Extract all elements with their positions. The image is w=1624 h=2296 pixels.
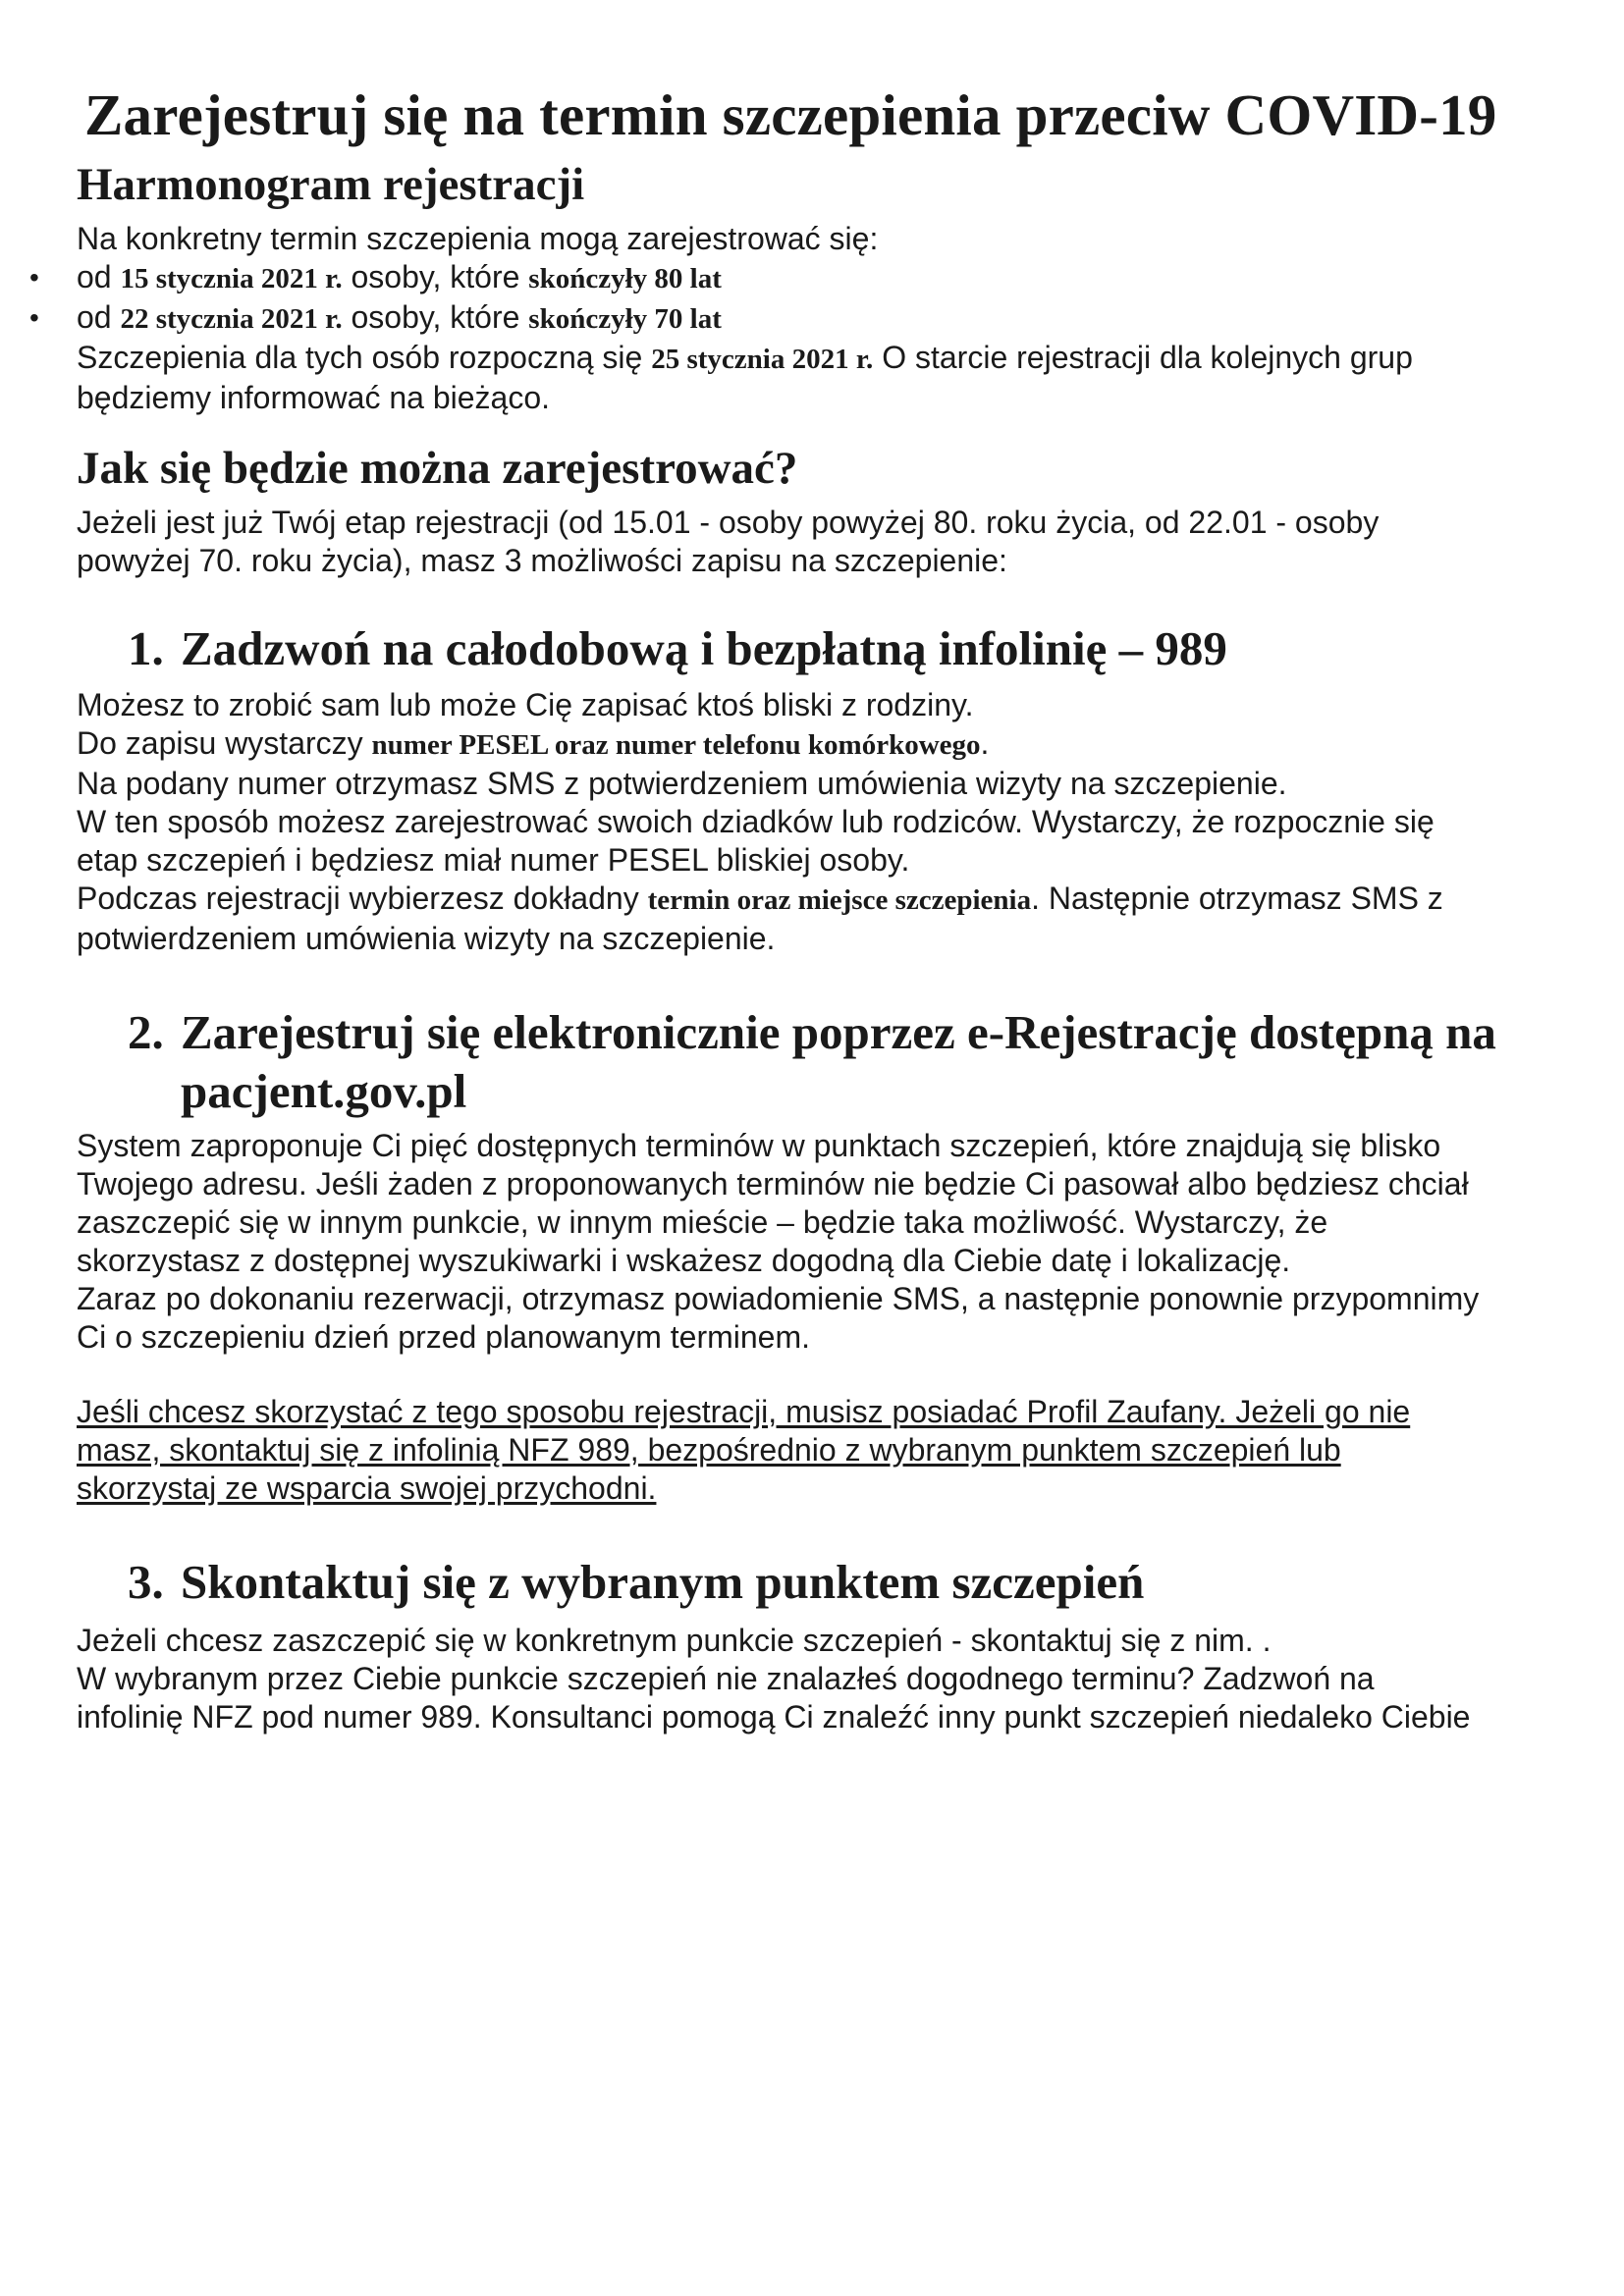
how-to-register-heading: Jak się będzie można zarejestrować?	[77, 443, 798, 494]
required-data: numer PESEL oraz numer telefonu komórkowego	[371, 729, 981, 761]
age-group: skończyły 70 lat	[528, 303, 722, 335]
registration-date: 22 stycznia 2021 r.	[120, 303, 343, 335]
option-2-heading: 2. Zarejestruj się elektronicznie poprzez e-Rejestrację dostępną na pacjent.gov.pl	[128, 1003, 1559, 1121]
registration-date: 15 stycznia 2021 r.	[120, 263, 343, 294]
date-and-place: termin oraz miejsce szczepienia	[647, 884, 1032, 916]
profil-zaufany-note: Jeśli chcesz skorzystać z tego sposobu rejestracji, musisz posiadać Profil Zaufany. Jeżeli go nie masz, skontaktuj się z infolinią NFZ 989, bezpośrednio z wybranym punktem szczepień lub skorzystaj ze wsparcia swojej przychodni.	[77, 1394, 1411, 1506]
harmonogram-section: Na konkretny termin szczepienia mogą zarejestrować się: • od 15 stycznia 2021 r. osoby, które skończyły 80 lat • od 22 stycznia 2021 r. osoby, które skończyły 70 lat Szczepienia dla tych osób rozpoczną się 25 stycznia 2021 r. O starcie rejestracji dla kolejnych grup będziemy informować na bieżąco.	[77, 220, 1559, 417]
bullet-icon: •	[29, 262, 39, 293]
list-item: • od 15 stycznia 2021 r. osoby, które skończyły 80 lat	[29, 259, 722, 294]
option-3-body: Jeżeli chcesz zaszczepić się w konkretnym punkcie szczepień - skontaktuj się z nim. . W wybranym przez Ciebie punkcie szczepień nie znalazłeś dogodnego terminu? Zadzwoń na infolinię NFZ pod numer 989. Konsultanci pomogą Ci znaleźć inny punkt szczepień niedaleko Ciebie	[77, 1623, 1471, 1735]
option-number: 3.	[128, 1555, 164, 1609]
option-number: 2.	[128, 1005, 164, 1059]
pacjent-gov-link-text: pacjent.gov.pl	[181, 1064, 467, 1118]
list-item: • od 22 stycznia 2021 r. osoby, które skończyły 70 lat	[29, 299, 722, 335]
harmonogram-heading: Harmonogram rejestracji	[77, 159, 585, 210]
vaccination-start-text: Szczepienia dla tych osób rozpoczną się 25 stycznia 2021 r. O starcie rejestracji dla kolejnych grup	[77, 340, 1413, 375]
option-1-body: Możesz to zrobić sam lub może Cię zapisać ktoś bliski z rodziny. Do zapisu wystarczy numer PESEL oraz numer telefonu komórkowego. Na podany numer otrzymasz SMS z potwierdzeniem umówienia wizyty na szczepienie. W ten sposób możesz zarejestrować swoich dziadków lub rodziców. Wystarczy, że rozpocznie się etap szczepień i będziesz miał numer PESEL bliskiej osoby. Podczas rejestracji wybierzesz dokładny termin oraz miejsce szczepienia. Następnie otrzymasz SMS z potwierdzeniem umówienia wizyty na szczepienie.	[77, 687, 1443, 956]
harmonogram-bullet-list	[29, 258, 1559, 339]
harmonogram-intro: Na konkretny termin szczepienia mogą zarejestrować się:	[77, 221, 879, 256]
vaccination-start-date: 25 stycznia 2021 r.	[651, 344, 874, 375]
bullet-icon: •	[29, 302, 39, 333]
how-to-register-intro: Jeżeli jest już Twój etap rejestracji (od 15.01 - osoby powyżej 80. roku życia, od 22.01 - osoby powyżej 70. roku życia), masz 3 możliwości zapisu na szczepienie:	[77, 505, 1380, 578]
option-2-body: System zaproponuje Ci pięć dostępnych terminów w punktach szczepień, które znajdują się blisko Twojego adresu. Jeśli żaden z proponowanych terminów nie będzie Ci pasował albo będziesz chciał zaszczepić się w innym punkcie, w innym mieście – będzie taka możliwość. Wystarczy, że skorzystasz z dostępnej wyszukiwarki i wskażesz dogodną dla Ciebie datę i lokalizację. Zaraz po dokonaniu rezerwacji, otrzymasz powiadomienie SMS, a następnie ponownie przypomnimy Ci o szczepieniu dzień przed planowanym terminem.	[77, 1128, 1480, 1355]
document-page	[29, 71, 1559, 1736]
option-3-heading: 3. Skontaktuj się z wybranym punktem szczepień	[128, 1553, 1559, 1612]
option-1-heading: 1. Zadzwoń na całodobową i bezpłatną infolinię – 989	[128, 619, 1559, 678]
document-title: Zarejestruj się na termin szczepienia przeciw COVID-19	[84, 82, 1497, 147]
option-number: 1.	[128, 621, 164, 675]
age-group: skończyły 80 lat	[528, 263, 722, 294]
